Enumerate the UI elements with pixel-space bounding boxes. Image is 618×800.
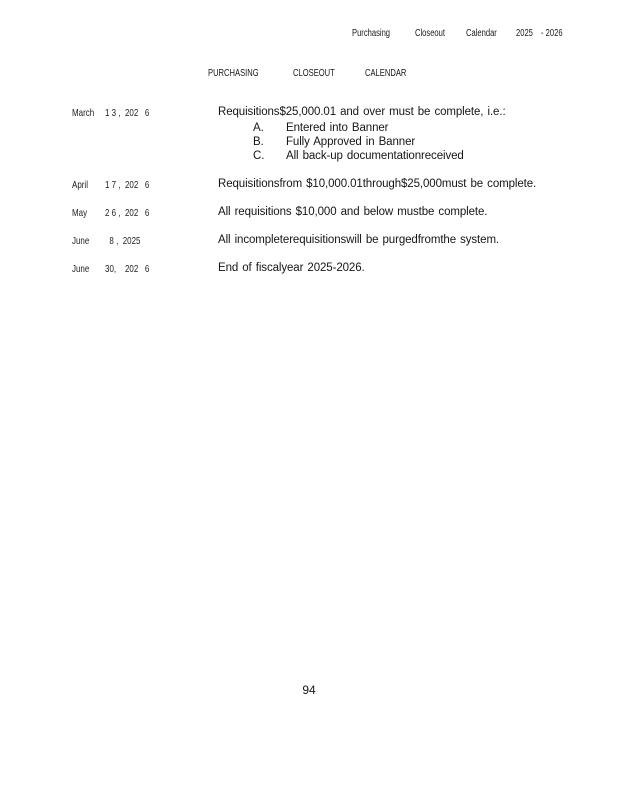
row-month: March <box>72 107 95 119</box>
page-number: 94 <box>302 683 316 697</box>
title-word-purchasing: PURCHASING <box>208 68 259 79</box>
row-date: 2 6 , 202 6 <box>105 207 150 219</box>
calendar-row-june-8 <box>0 235 618 251</box>
row-month: April <box>72 179 88 191</box>
header-word-year-end: - 2026 <box>541 28 563 39</box>
header-word-calendar: Calendar <box>466 28 497 39</box>
header-word-closeout: Closeout <box>415 28 445 39</box>
header-word-year-start: 2025 <box>516 28 533 39</box>
subitem-label: B. <box>253 136 264 148</box>
subitem-text: Entered into Banner <box>286 122 389 134</box>
subitem-text: All back-up documentationreceived <box>286 150 464 162</box>
calendar-row-may <box>0 207 618 223</box>
subitem-text: Fully Approved in Banner <box>286 136 416 148</box>
subitem-a <box>0 122 618 137</box>
row-description: End of fiscalyear 2025-2026. <box>218 262 365 274</box>
row-description: Requisitions$25,000.01 and over must be complete, i.e.: <box>218 106 506 118</box>
row-month: June <box>72 235 90 247</box>
title-word-calendar: CALENDAR <box>365 68 407 79</box>
subitem-c <box>0 150 618 165</box>
header-word-purchasing: Purchasing <box>352 28 391 39</box>
calendar-row-april <box>0 179 618 195</box>
row-date: 1 7 , 202 6 <box>105 179 150 191</box>
row-date: 1 3 , 202 6 <box>105 107 150 119</box>
row-date: 30, 202 6 <box>105 263 150 275</box>
subitem-b <box>0 136 618 151</box>
row-month: June <box>72 263 90 275</box>
calendar-row-june-30 <box>0 263 618 279</box>
calendar-row-march <box>0 107 618 123</box>
subitem-label: A. <box>253 122 264 134</box>
row-date: 8 , 2025 <box>105 235 141 247</box>
row-description: Requisitionsfrom $10,000.01through$25,000must be complete. <box>218 178 537 190</box>
row-month: May <box>72 207 88 219</box>
row-description: All requisitions $10,000 and below mustbe complete. <box>218 206 488 218</box>
title-word-closeout: CLOSEOUT <box>293 68 335 79</box>
row-description: All incompleterequisitionswill be purgedfromthe system. <box>218 234 500 246</box>
subitem-label: C. <box>253 150 265 162</box>
